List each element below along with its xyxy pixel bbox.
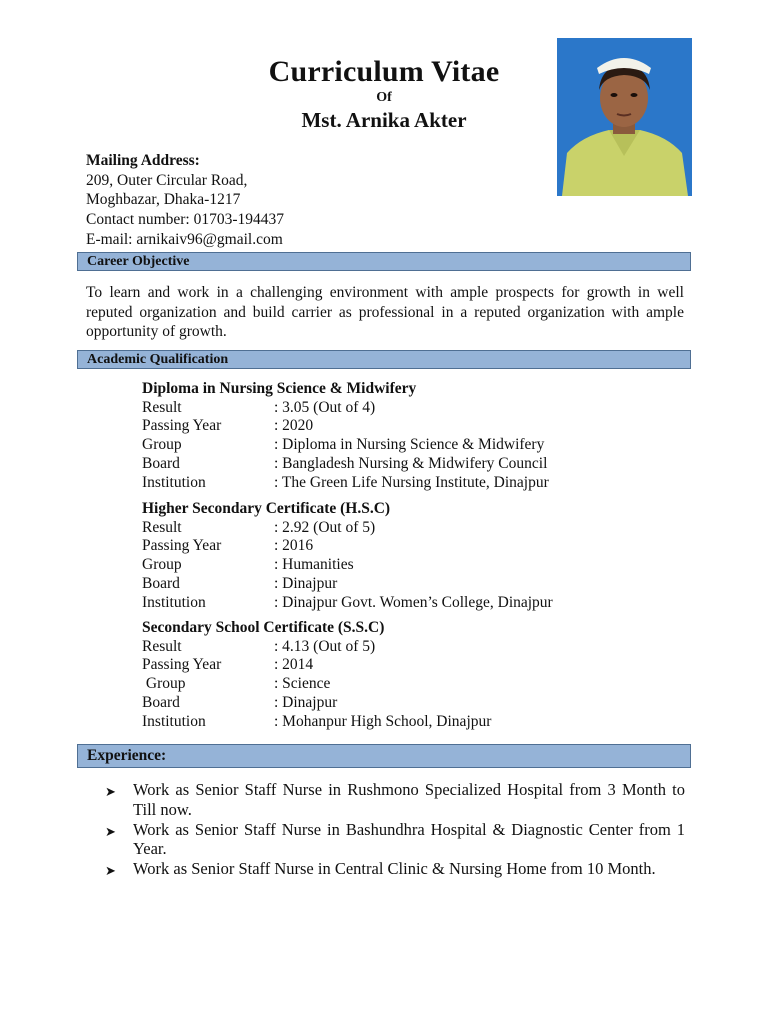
list-item <box>105 820 685 859</box>
experience-text: Work as Senior Staff Nurse in Central Clinic & Nursing Home from 10 Month. <box>133 859 656 878</box>
qualification-row <box>142 694 491 713</box>
qualification-title: Secondary School Certificate (S.S.C) <box>142 619 385 636</box>
row-value: : 2020 <box>274 417 314 435</box>
row-value: : Dinajpur Govt. Women’s College, Dinajpur <box>274 593 553 611</box>
qualification-row <box>142 537 553 556</box>
row-value: : 2014 <box>274 656 314 674</box>
academic-qualification-heading: Academic Qualification <box>77 350 691 369</box>
arrow-bullet-icon: ➤ <box>105 823 116 839</box>
address-line-2: Moghbazar, Dhaka-1217 <box>86 191 241 209</box>
row-key: Institution <box>142 473 206 491</box>
row-value: : Dinajpur <box>274 693 338 711</box>
career-objective-heading: Career Objective <box>77 252 691 271</box>
list-item <box>105 859 685 881</box>
row-key: Result <box>142 637 182 655</box>
qualification-row <box>142 556 553 575</box>
qualification-title: Higher Secondary Certificate (H.S.C) <box>142 500 391 517</box>
cv-title: Curriculum Vitae <box>268 55 500 88</box>
qualification-row <box>142 713 491 732</box>
row-key: Result <box>142 398 182 416</box>
qualification-title: Diploma in Nursing Science & Midwifery <box>142 380 417 397</box>
mailing-address-block <box>86 151 284 250</box>
qualification-row <box>142 474 549 493</box>
qualification-row <box>142 575 553 594</box>
row-value: : 4.13 (Out of 5) <box>274 637 376 655</box>
row-key: Institution <box>142 593 206 611</box>
qualification-row <box>142 675 491 694</box>
qualification-row <box>142 638 491 657</box>
row-value: : Dinajpur <box>274 574 338 592</box>
list-item <box>105 780 685 819</box>
row-key: Passing Year <box>142 656 222 674</box>
row-value: : Science <box>274 675 331 693</box>
qualification-row <box>142 436 549 455</box>
row-value: : The Green Life Nursing Institute, Dinajpur <box>274 473 549 491</box>
of-label: Of <box>376 90 392 105</box>
row-key: Board <box>142 454 180 472</box>
row-value: : 3.05 (Out of 4) <box>274 398 376 416</box>
row-key: Group <box>142 675 186 693</box>
experience-list <box>105 780 685 881</box>
row-key: Result <box>142 518 182 536</box>
arrow-bullet-icon: ➤ <box>105 863 116 878</box>
row-key: Group <box>142 556 182 574</box>
qualification-row <box>142 455 549 474</box>
qualification-hsc <box>142 500 553 612</box>
row-key: Passing Year <box>142 417 222 435</box>
candidate-name: Mst. Arnika Akter <box>301 108 467 132</box>
qualification-diploma <box>142 380 549 492</box>
qualification-row <box>142 399 549 418</box>
row-value: : 2016 <box>274 537 314 555</box>
experience-heading: Experience: <box>77 744 691 768</box>
row-value: : Humanities <box>274 556 354 574</box>
contact-number: Contact number: 01703-194437 <box>86 211 285 229</box>
profile-photo <box>557 38 692 196</box>
experience-text: Work as Senior Staff Nurse in Bashundhra Hospital & Diagnostic Center from 1 Year. <box>133 819 685 858</box>
address-line-1: 209, Outer Circular Road, <box>86 171 248 189</box>
qualification-row <box>142 417 549 436</box>
row-key: Passing Year <box>142 537 222 555</box>
career-objective-text: To learn and work in a challenging environment with ample prospects for growth in well reputed organization and build carrier as professional in a reputed organization with ample opportunity of growth. <box>86 284 684 340</box>
arrow-bullet-icon: ➤ <box>105 784 116 799</box>
mailing-address-heading: Mailing Address: <box>86 152 200 169</box>
row-value: : 2.92 (Out of 5) <box>274 518 376 536</box>
email-address: E-mail: arnikaiv96@gmail.com <box>86 230 283 248</box>
qualification-row <box>142 656 491 675</box>
qualification-row <box>142 594 553 613</box>
row-value: : Diploma in Nursing Science & Midwifery <box>274 436 545 454</box>
qualification-ssc <box>142 619 491 731</box>
row-key: Institution <box>142 712 206 730</box>
experience-text: Work as Senior Staff Nurse in Rushmono Specialized Hospital from 3 Month to Till now. <box>133 780 685 819</box>
row-value: : Mohanpur High School, Dinajpur <box>274 712 492 730</box>
row-value: : Bangladesh Nursing & Midwifery Council <box>274 454 548 472</box>
qualification-row <box>142 519 553 538</box>
row-key: Group <box>142 436 182 454</box>
row-key: Board <box>142 574 180 592</box>
row-key: Board <box>142 693 180 711</box>
